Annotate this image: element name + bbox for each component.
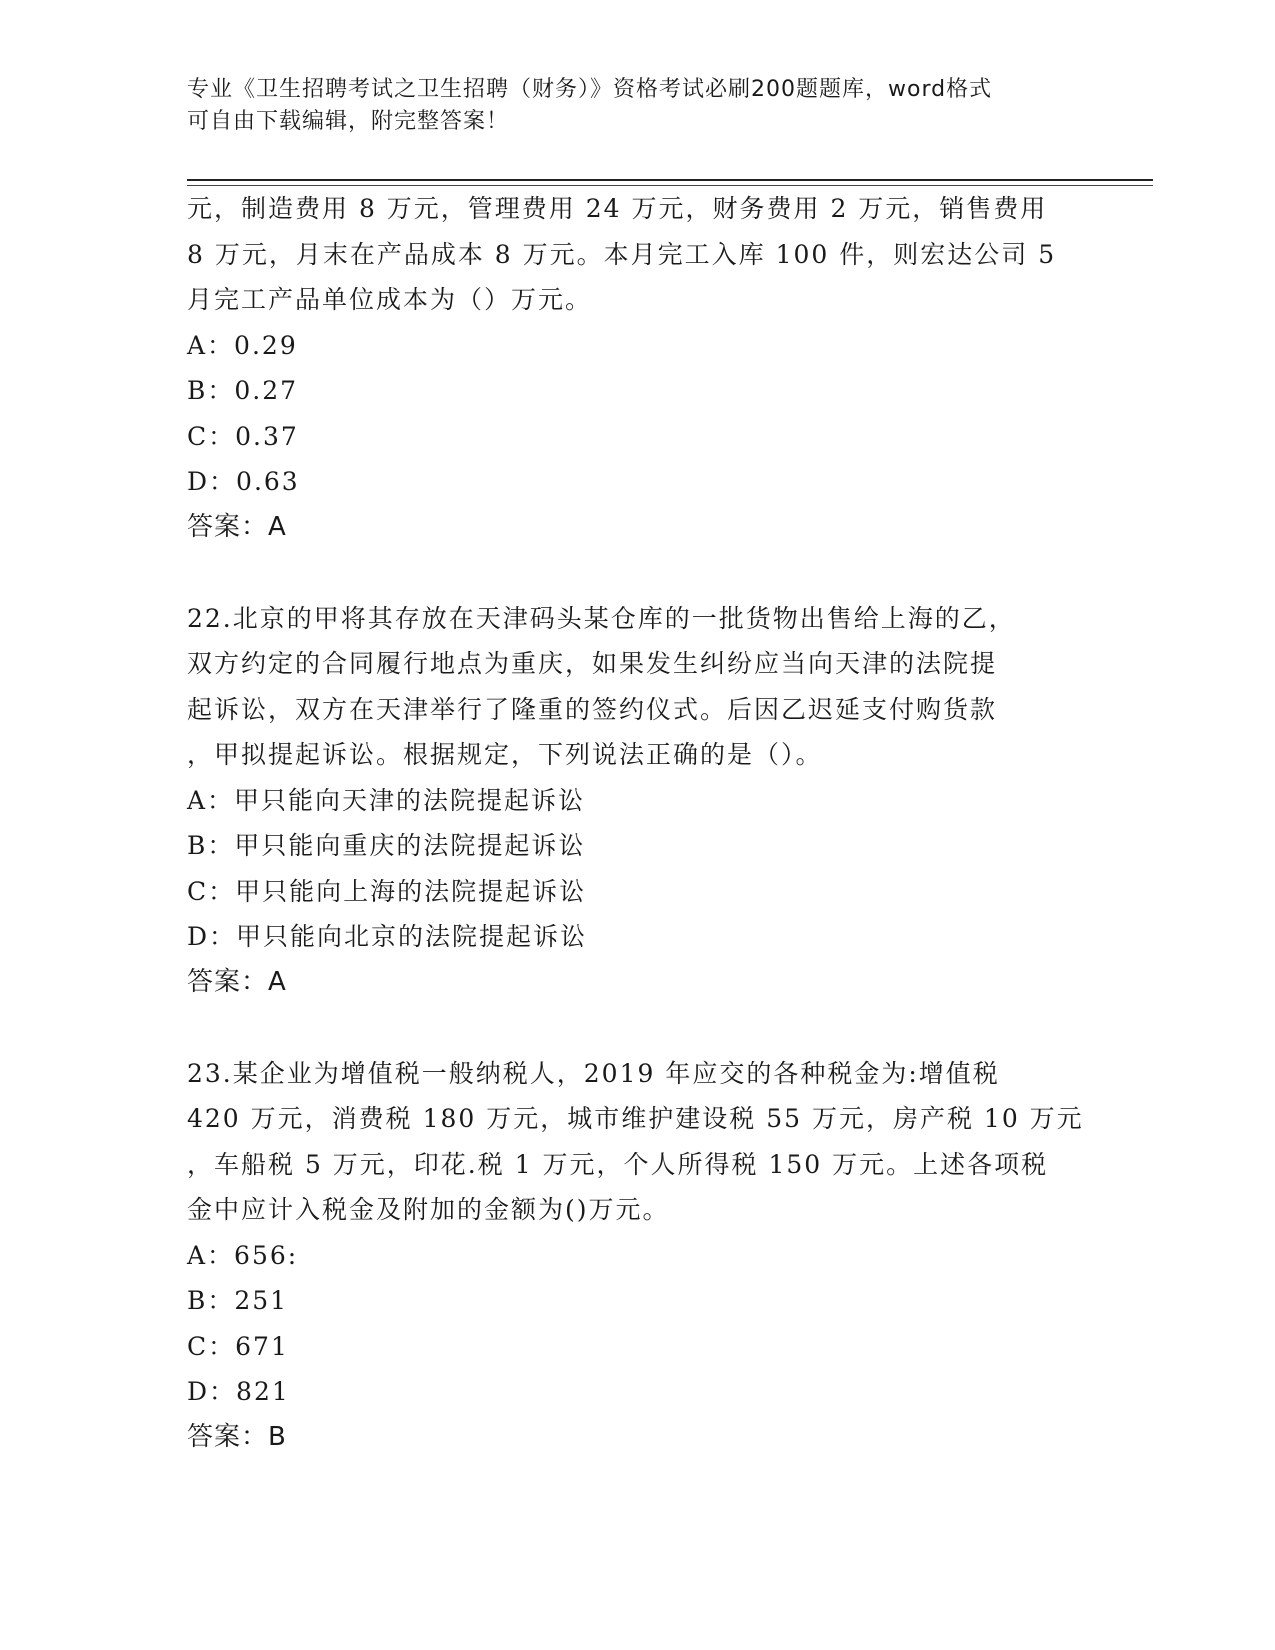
answer-line: 答案：B: [187, 1421, 287, 1452]
question-stem-line: ，甲拟提起诉讼。根据规定，下列说法正确的是（）。: [187, 740, 823, 769]
option-d: D：821: [187, 1377, 290, 1406]
question-stem-line: 420 万元，消费税 180 万元，城市维护建设税 55 万元，房产税 10 万元: [187, 1104, 1084, 1133]
question-separator: [187, 550, 1087, 596]
option-c: C：671: [187, 1331, 289, 1361]
question-stem-line: ，车船税 5 万元，印花.税 1 万元，个人所得税 150 万元。上述各项税: [187, 1149, 1049, 1179]
question-stem-line: 金中应计入税金及附加的金额为()万元。: [187, 1195, 670, 1224]
question-21: [187, 186, 1087, 550]
option-c: C：0.37: [187, 421, 299, 451]
question-stem-line: 23.某企业为增值税一般纳税人，2019 年应交的各种税金为:增值税: [187, 1058, 1000, 1088]
answer-line: 答案：A: [187, 511, 287, 542]
option-b: B：0.27: [187, 376, 299, 405]
option-d: D：0.63: [187, 467, 300, 496]
option-a: A：甲只能向天津的法院提起诉讼: [187, 785, 586, 815]
question-list: [187, 186, 1087, 1460]
question-stem-line: 月完工产品单位成本为（）万元。: [187, 285, 593, 314]
question-22: [187, 596, 1087, 1006]
document-header: [187, 74, 1067, 138]
option-b: B：甲只能向重庆的法院提起诉讼: [187, 831, 586, 860]
question-stem-line: 双方约定的合同履行地点为重庆，如果发生纠纷应当向天津的法院提: [187, 649, 998, 678]
question-separator: [187, 1005, 1087, 1051]
option-a: A：0.29: [187, 330, 298, 360]
header-divider-thick: [187, 179, 1153, 181]
option-c: C：甲只能向上海的法院提起诉讼: [187, 876, 587, 906]
answer-line: 答案：A: [187, 966, 287, 997]
option-d: D：甲只能向北京的法院提起诉讼: [187, 922, 588, 951]
header-title-line-1: 专业《卫生招聘考试之卫生招聘（财务）》资格考试必刷200题题库，word格式: [187, 77, 993, 102]
question-stem-line: 元，制造费用 8 万元，管理费用 24 万元，财务费用 2 万元，销售费用: [187, 194, 1048, 223]
header-title-line-2: 可自由下载编辑，附完整答案！: [187, 109, 510, 134]
question-stem-line: 8 万元，月末在产品成本 8 万元。本月完工入库 100 件，则宏达公司 5: [187, 239, 1057, 269]
question-stem-line: 起诉讼，双方在天津举行了隆重的签约仪式。后因乙迟延支付购货款: [187, 694, 998, 724]
option-b: B：251: [187, 1286, 289, 1315]
option-a: A：656:: [187, 1240, 299, 1270]
question-stem-line: 22.北京的甲将其存放在天津码头某仓库的一批货物出售给上海的乙，: [187, 603, 1016, 633]
question-23: [187, 1051, 1087, 1461]
